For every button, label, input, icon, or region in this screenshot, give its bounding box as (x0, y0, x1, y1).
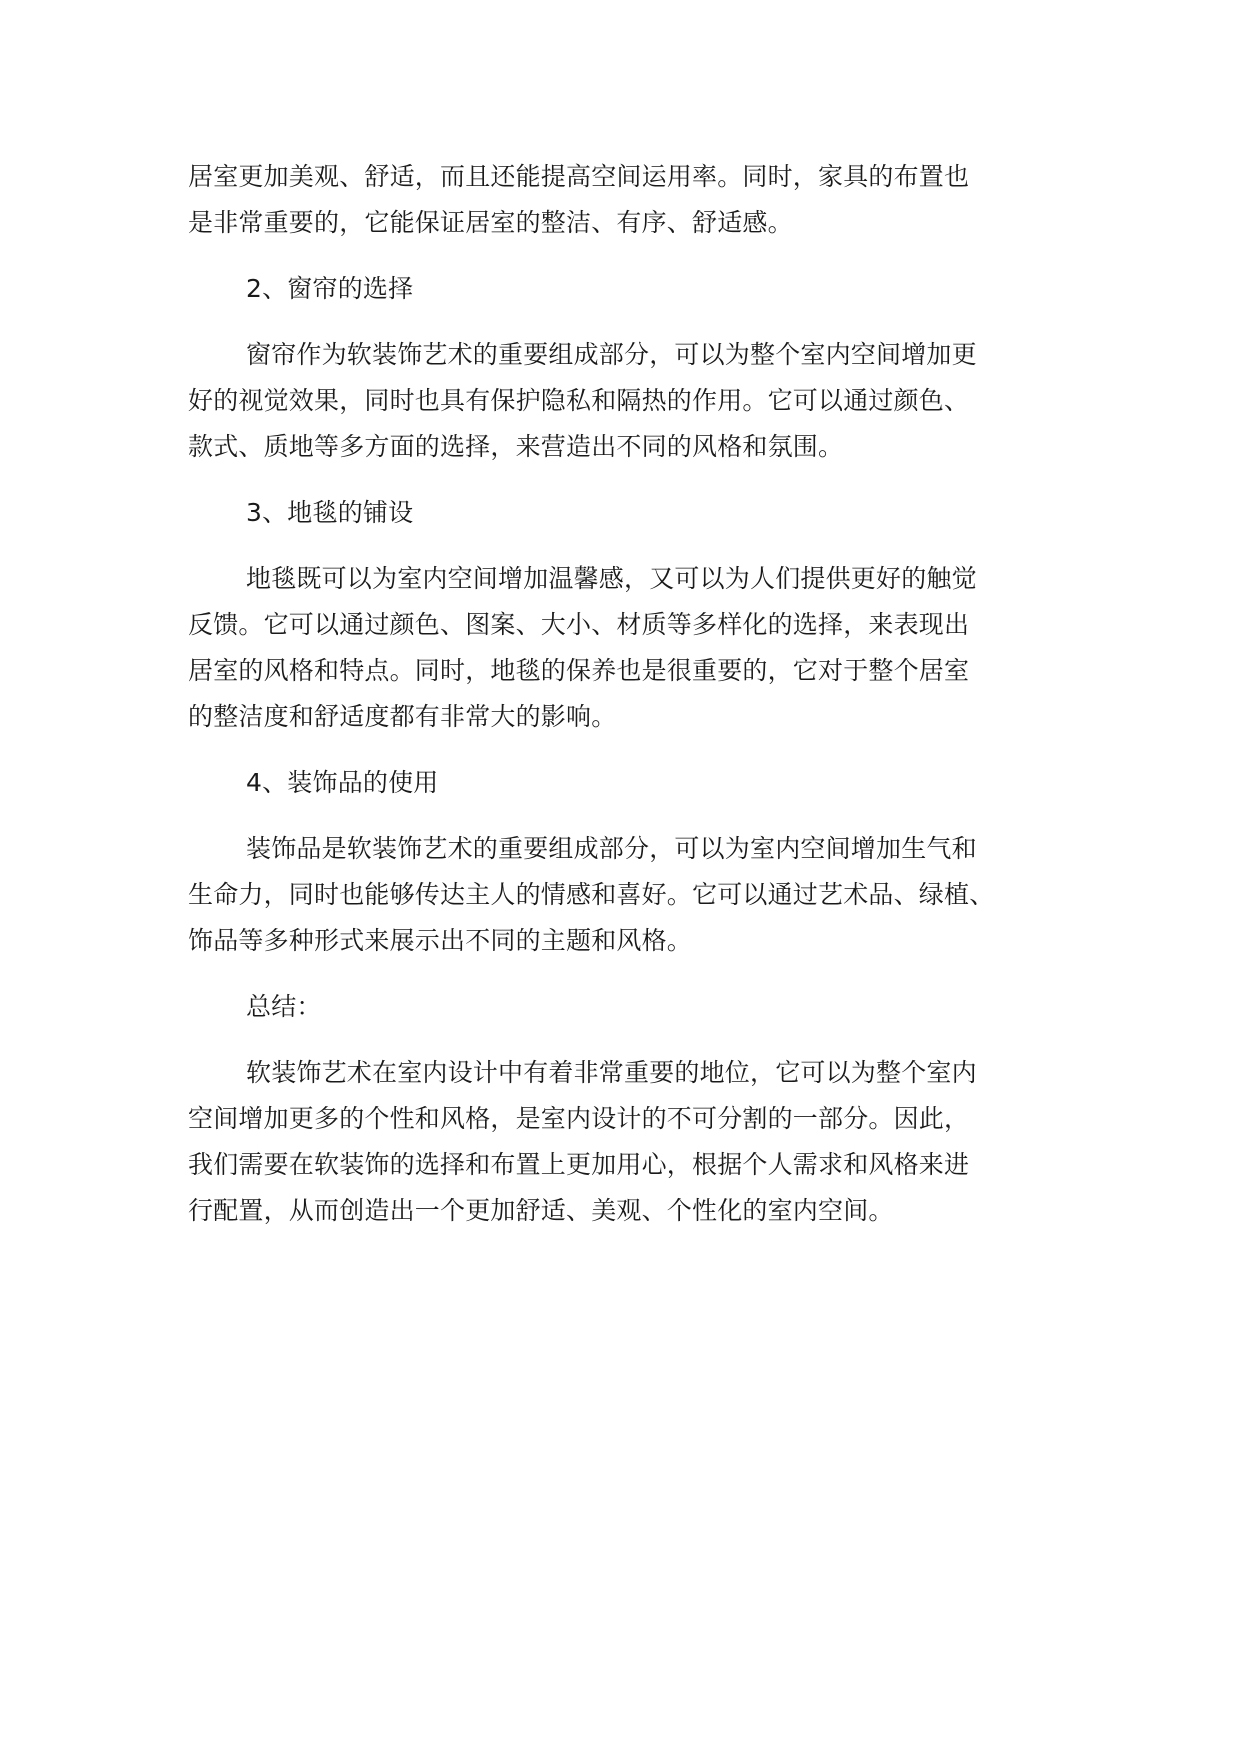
paragraph-decorations-line-3: 饰品等多种形式来展示出不同的主题和风格。 (188, 926, 693, 955)
paragraph-decorations-line-2: 生命力，同时也能够传达主人的情感和喜好。它可以通过艺术品、绿植、 (188, 880, 995, 909)
paragraph-curtains-line-3: 款式、质地等多方面的选择，来营造出不同的风格和氛围。 (188, 432, 844, 461)
paragraph-carpet-line-4: 的整洁度和舒适度都有非常大的影响。 (188, 702, 617, 731)
paragraph-curtains-line-2: 好的视觉效果，同时也具有保护隐私和隔热的作用。它可以通过颜色、 (188, 386, 970, 415)
heading-summary: 总结： (246, 992, 322, 1021)
paragraph-furniture-line-2: 是非常重要的，它能保证居室的整洁、有序、舒适感。 (188, 208, 793, 237)
paragraph-summary-line-3: 我们需要在软装饰的选择和布置上更加用心，根据个人需求和风格来进 (188, 1150, 970, 1179)
heading-carpet: 3、地毯的铺设 (246, 498, 414, 527)
paragraph-decorations-line-1: 装饰品是软装饰艺术的重要组成部分，可以为室内空间增加生气和 (246, 834, 977, 863)
paragraph-furniture-line-1: 居室更加美观、舒适，而且还能提高空间运用率。同时，家具的布置也 (188, 162, 970, 191)
paragraph-summary-line-1: 软装饰艺术在室内设计中有着非常重要的地位，它可以为整个室内 (246, 1058, 977, 1087)
paragraph-carpet-line-2: 反馈。它可以通过颜色、图案、大小、材质等多样化的选择，来表现出 (188, 610, 970, 639)
paragraph-summary-line-2: 空间增加更多的个性和风格，是室内设计的不可分割的一部分。因此， (188, 1104, 970, 1133)
heading-curtains: 2、窗帘的选择 (246, 274, 414, 303)
paragraph-carpet-line-3: 居室的风格和特点。同时，地毯的保养也是很重要的，它对于整个居室 (188, 656, 970, 685)
paragraph-curtains-line-1: 窗帘作为软装饰艺术的重要组成部分，可以为整个室内空间增加更 (246, 340, 977, 369)
paragraph-summary-line-4: 行配置，从而创造出一个更加舒适、美观、个性化的室内空间。 (188, 1196, 894, 1225)
paragraph-carpet-line-1: 地毯既可以为室内空间增加温馨感，又可以为人们提供更好的触觉 (246, 564, 977, 593)
heading-decorations: 4、装饰品的使用 (246, 768, 439, 797)
